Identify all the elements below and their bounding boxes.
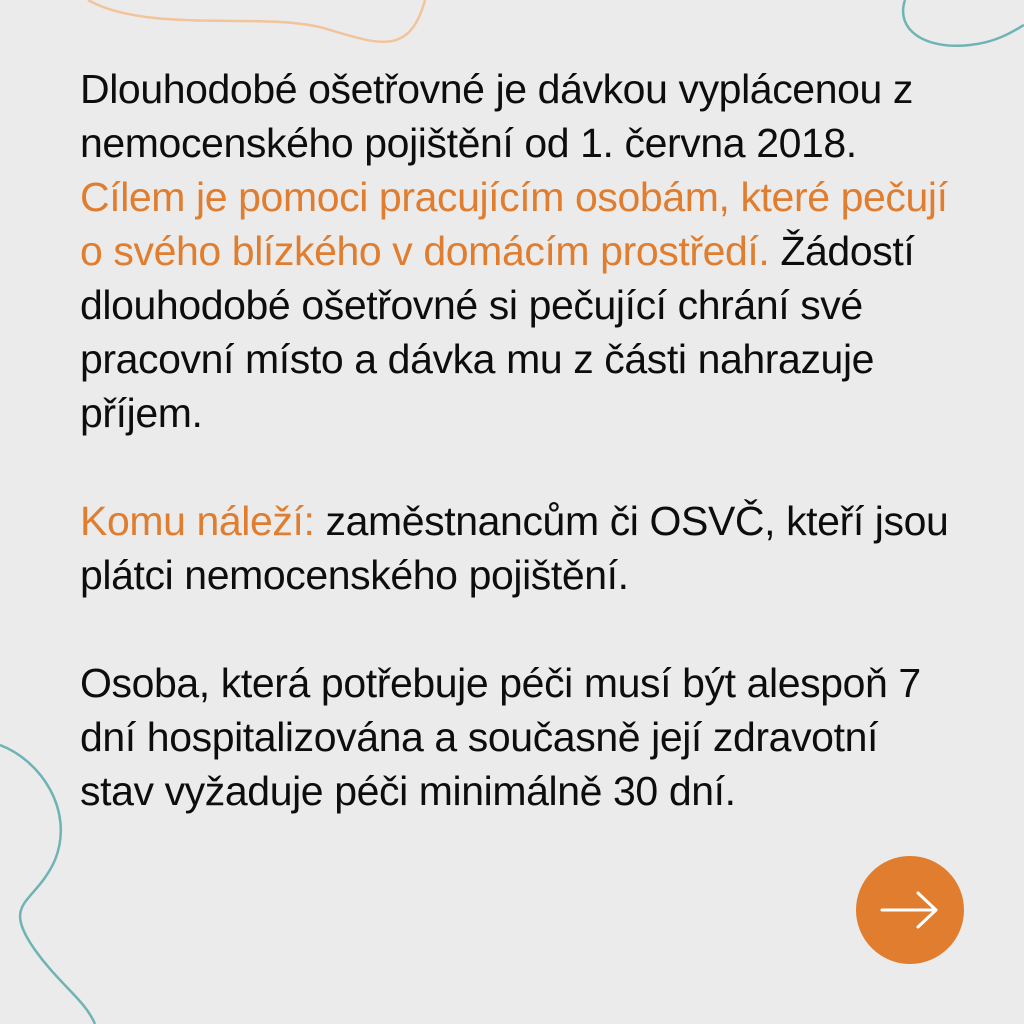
intro-rest-text: Žádostí dlouhodobé ošetřovné si pečující chrání své pracovní místo a dávka mu z části nahrazuje příjem. bbox=[80, 228, 915, 436]
teal-squiggle-top-right bbox=[903, 0, 1024, 46]
conditions-text: Osoba, která potřebuje péči musí být alespoň 7 dní hospitalizována a současně její zdravotní stav vyžaduje péči minimálně 30 dní. bbox=[80, 660, 921, 814]
highlight-text: Cílem je pomoci pracujícím osobám, které pečují o svého blízkého v domácím prostředí. bbox=[80, 174, 948, 274]
paragraph-eligibility bbox=[80, 494, 960, 602]
paragraph-intro bbox=[80, 62, 960, 440]
content-text bbox=[80, 62, 960, 818]
eligibility-text: zaměstnancům či OSVČ, kteří jsou plátci nemocenského pojištění. bbox=[80, 498, 949, 598]
paragraph-conditions bbox=[80, 656, 960, 818]
intro-text: Dlouhodobé ošetřovné je dávkou vyplácenou z nemocenského pojištění od 1. června 2018. bbox=[80, 66, 913, 166]
next-button[interactable] bbox=[856, 856, 964, 964]
peach-squiggle bbox=[88, 0, 425, 42]
arrow-right-icon bbox=[878, 890, 942, 930]
eligibility-label: Komu náleží: bbox=[80, 498, 315, 544]
